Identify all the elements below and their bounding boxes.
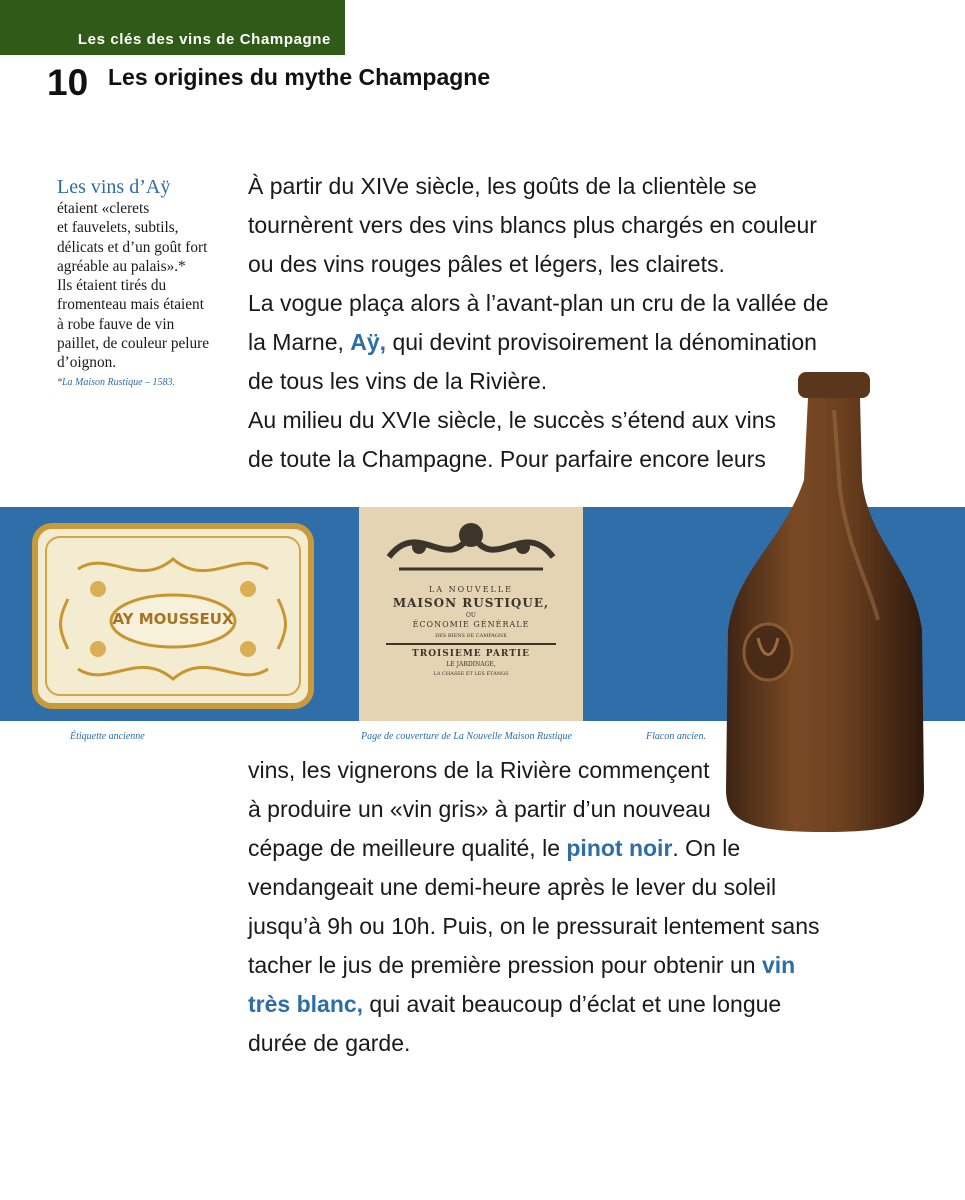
chapter-title: Les origines du mythe Champagne [108, 64, 491, 90]
text-line: durée de garde. [248, 1030, 411, 1056]
book-line: LE JARDINAGE, [446, 661, 496, 668]
book-ornament-icon [359, 507, 583, 587]
caption-label: Étiquette ancienne [70, 731, 145, 742]
text-line: à produire un «vin gris» à partir d’un nouveau [248, 796, 711, 822]
highlight-vin: vin [761, 952, 796, 978]
book-line: TROISIEME PARTIE [412, 649, 530, 659]
text-line: La vogue plaça alors à l’avant-plan un cru de la vallée de [248, 290, 829, 316]
text-line [248, 985, 838, 1024]
text-fragment: tacher le jus de première pression pour obtenir un [248, 952, 762, 978]
text-fragment: cépage de meilleure qualité, le [248, 835, 567, 861]
text-line: de toute la Champagne. Pour parfaire encore leurs [248, 446, 766, 472]
text-fragment: la Marne, [248, 329, 351, 355]
book-line: MAISON RUSTIQUE, [392, 596, 550, 610]
sidebar-line: et fauvelets, subtils, [57, 219, 179, 237]
text-line: ou des vins rouges pâles et légers, les clairets. [248, 251, 725, 277]
sidebar-note-box [57, 176, 233, 388]
sidebar-line: d’oignon. [57, 354, 117, 372]
highlight-ay: Aÿ, [350, 329, 387, 355]
sidebar-line: à robe fauve de vin [57, 315, 175, 333]
text-line: À partir du XIVe siècle, les goûts de la clientèle se [248, 173, 757, 199]
book-line: OU [466, 612, 476, 619]
sidebar-title: Les vins d’Aÿ [57, 176, 171, 198]
text-fragment: qui avait beaucoup d’éclat et une longue [363, 991, 782, 1017]
body-text-bottom [248, 751, 838, 1063]
text-fragment: qui devint provisoirement la dénomination [386, 329, 817, 355]
sidebar-footnote: *La Maison Rustique – 1583. [57, 376, 176, 388]
text-fragment: . On le [672, 835, 741, 861]
text-line: de tous les vins de la Rivière. [248, 368, 548, 394]
section-header-bar [0, 0, 345, 55]
page-number: 10 [47, 62, 89, 103]
sidebar-line: fromenteau mais étaient [57, 296, 204, 314]
sidebar-line: agréable au palais».* [57, 257, 186, 275]
sidebar-line: délicats et d’un goût fort [57, 238, 208, 256]
caption-book: Page de couverture de La Nouvelle Maison Rustique [361, 731, 572, 742]
highlight-tres-blanc: très blanc, [248, 991, 364, 1017]
text-line: Au milieu du XVIe siècle, le succès s’étend aux vins [248, 407, 776, 433]
sidebar-line: paillet, de couleur pelure [57, 335, 210, 353]
text-line: vendangeait une demi-heure après le lever du soleil [248, 874, 777, 900]
sidebar-line: Ils étaient tirés du [57, 277, 167, 295]
highlight-pinot-noir: pinot noir [566, 835, 673, 861]
book-line: LA CHASSE ET LES ÉTANGS [433, 671, 509, 677]
section-label: Les clés des vins de Champagne [77, 31, 331, 48]
text-line [248, 323, 838, 362]
book-line: LA NOUVELLE [428, 585, 513, 594]
maison-rustique-cover-image [359, 507, 583, 721]
text-line: tournèrent vers des vins blancs plus chargés en couleur [248, 212, 817, 238]
text-line [248, 829, 838, 868]
caption-bottle: Flacon ancien. [646, 731, 706, 742]
book-line: DES BIENS DE CAMPAGNE [435, 633, 507, 639]
book-line: ÉCONOMIE GÉNÉRALE [412, 620, 530, 629]
ay-mousseux-label-image [32, 523, 314, 709]
label-text: AY MOUSSEUX [112, 610, 234, 628]
text-line: jusqu’à 9h ou 10h. Puis, on le pressurait lentement sans [248, 913, 820, 939]
text-line: vins, les vignerons de la Rivière commençent [248, 757, 710, 783]
sidebar-line: étaient «clerets [57, 200, 150, 217]
sidebar-text [57, 199, 233, 373]
text-line [248, 946, 838, 985]
